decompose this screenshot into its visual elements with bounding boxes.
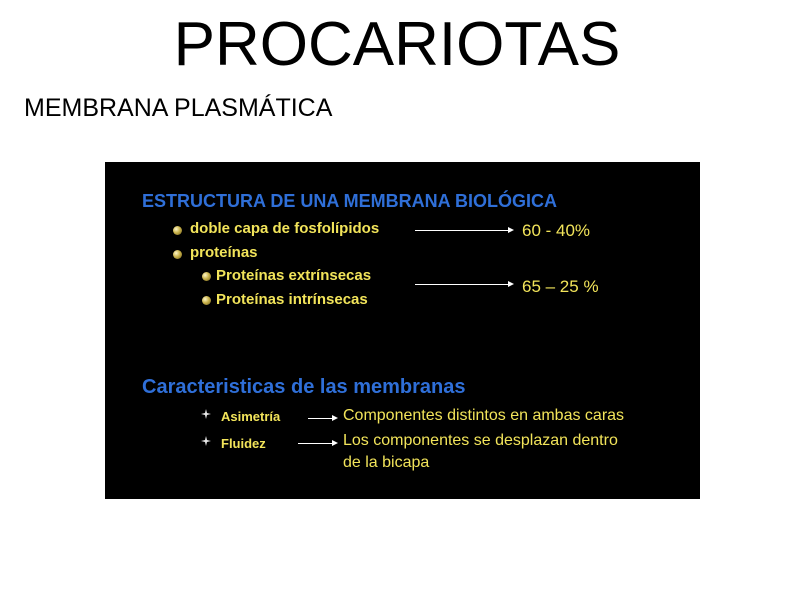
item-phospholipids: doble capa de fosfolípidos bbox=[190, 220, 380, 237]
arrow-line bbox=[298, 443, 333, 444]
arrow-head-icon bbox=[332, 415, 338, 421]
bullet-icon bbox=[173, 226, 182, 235]
fluidity-description-line2: de la bicapa bbox=[343, 454, 430, 471]
membrane-figure-panel bbox=[105, 162, 700, 499]
arrow-head-icon bbox=[332, 440, 338, 446]
characteristics-heading: Caracteristicas de las membranas bbox=[142, 376, 466, 398]
arrow-head-icon bbox=[508, 227, 514, 233]
label-asymmetry: Asimetría bbox=[221, 409, 281, 424]
arrow-line bbox=[308, 418, 333, 419]
slide-subtitle: MEMBRANA PLASMÁTICA bbox=[24, 94, 333, 122]
item-extrinsic-proteins: Proteínas extrínsecas bbox=[216, 267, 372, 284]
bullet-icon bbox=[202, 272, 211, 281]
sparkle-bullet-icon bbox=[201, 409, 211, 419]
percent-proteins: 65 – 25 % bbox=[522, 277, 599, 296]
item-intrinsic-proteins: Proteínas intrínsecas bbox=[216, 291, 368, 308]
asymmetry-description: Componentes distintos en ambas caras bbox=[343, 407, 625, 424]
item-proteins: proteínas bbox=[190, 244, 258, 261]
bullet-icon bbox=[202, 296, 211, 305]
bullet-icon bbox=[173, 250, 182, 259]
structure-heading: ESTRUCTURA DE UNA MEMBRANA BIOLÓGICA bbox=[142, 191, 557, 211]
arrow-line bbox=[415, 284, 509, 285]
percent-lipids: 60 - 40% bbox=[522, 221, 591, 240]
label-fluidity: Fluidez bbox=[221, 436, 266, 451]
slide-title: PROCARIOTAS bbox=[173, 10, 621, 79]
arrow-head-icon bbox=[508, 281, 514, 287]
arrow-line bbox=[415, 230, 509, 231]
sparkle-bullet-icon bbox=[201, 436, 211, 446]
fluidity-description-line1: Los componentes se desplazan dentro bbox=[343, 432, 618, 449]
